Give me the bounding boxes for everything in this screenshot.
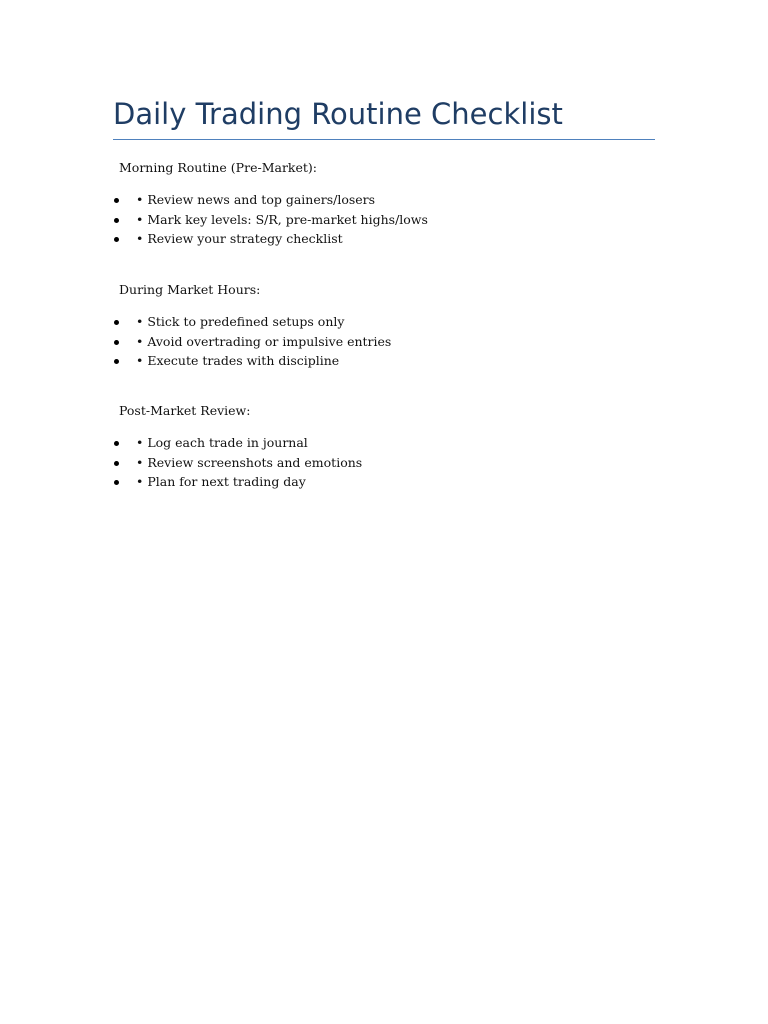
list-item-text: • Review news and top gainers/losers <box>136 192 376 207</box>
checklist <box>0 314 560 373</box>
list-item <box>0 314 560 334</box>
bullet-icon <box>114 359 119 364</box>
title-underline <box>113 139 655 140</box>
list-item-text: • Mark key levels: S/R, pre-market highs/lows <box>136 211 428 227</box>
bullet-icon <box>114 320 119 325</box>
list-item <box>0 334 560 354</box>
list-item <box>0 435 560 455</box>
list-item <box>0 474 560 494</box>
list-item <box>0 231 560 251</box>
list-item <box>0 455 560 475</box>
list-item-text: • Log each trade in journal <box>136 435 308 450</box>
list-item <box>0 212 560 232</box>
section-heading: Post-Market Review: <box>119 403 251 418</box>
list-item-text: • Review your strategy checklist <box>136 231 343 246</box>
checklist <box>0 192 560 251</box>
bullet-icon <box>114 218 119 223</box>
section-heading: During Market Hours: <box>119 282 261 297</box>
list-item-text: • Avoid overtrading or impulsive entries <box>136 333 392 349</box>
bullet-icon <box>114 340 119 345</box>
checklist <box>0 435 560 494</box>
bullet-icon <box>114 480 119 485</box>
list-item <box>0 192 560 212</box>
list-item-text: • Plan for next trading day <box>136 474 306 489</box>
bullet-icon <box>114 198 119 203</box>
section-heading: Morning Routine (Pre-Market): <box>119 160 317 175</box>
list-item-text: • Review screenshots and emotions <box>136 454 363 470</box>
bullet-icon <box>114 441 119 446</box>
document-title: Daily Trading Routine Checklist <box>113 97 563 131</box>
list-item <box>0 353 560 373</box>
bullet-icon <box>114 237 119 242</box>
list-item-text: • Stick to predefined setups only <box>136 314 345 329</box>
list-item-text: • Execute trades with discipline <box>136 353 340 368</box>
bullet-icon <box>114 461 119 466</box>
